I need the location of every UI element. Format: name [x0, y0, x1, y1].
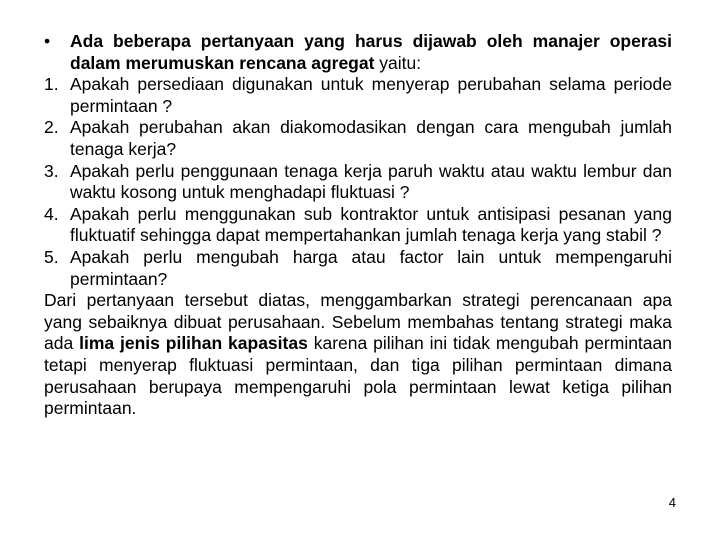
conclusion-text-after: karena pilihan ini tidak mengubah permintaan tetapi menyerap fluktuasi permintaan, dan tiga pilihan permintaan dimana perusahaan berupaya mempengaruhi pola permintaan lewat ketiga pilihan permintaan. — [44, 333, 672, 419]
conclusion-bold-text: lima jenis pilihan kapasitas — [79, 333, 308, 354]
intro-bullet-item — [44, 31, 672, 74]
question-number: 1. — [44, 74, 59, 95]
question-text: Apakah perlu penggunaan tenaga kerja paruh waktu atau waktu lembur dan waktu kosong untuk menghadapi fluktuasi ? — [70, 160, 672, 203]
page-number: 4 — [668, 495, 676, 510]
bullet-marker: • — [44, 31, 51, 51]
question-item-3 — [44, 161, 672, 204]
intro-text: Ada beberapa pertanyaan yang harus dijawab oleh manajer operasi dalam merumuskan rencana agregat — [70, 31, 672, 73]
question-item-4 — [44, 204, 672, 247]
conclusion-paragraph — [44, 290, 672, 420]
question-text: Apakah perlu menggunakan sub kontraktor untuk antisipasi pesanan yang fluktuatif sehingga dapat mempertahankan jumlah tenaga kerja yang stabil ? — [70, 203, 672, 246]
slide-body — [44, 31, 672, 420]
question-item-2 — [44, 117, 672, 160]
question-number: 3. — [44, 160, 59, 181]
question-number: 2. — [44, 117, 59, 138]
question-number: 4. — [44, 203, 59, 224]
intro-text-container — [70, 31, 672, 74]
question-number: 5. — [44, 246, 59, 267]
question-item-1 — [44, 74, 672, 117]
intro-suffix: yaitu: — [374, 52, 422, 73]
conclusion-text-before: Dari pertanyaan tersebut diatas, menggambarkan strategi perencanaan apa yang sebaiknya dibuat perusahaan. Sebelum membahas tentang strategi maka ada — [44, 290, 672, 354]
question-text: Apakah perlu mengubah harga atau factor lain untuk mempengaruhi permintaan? — [70, 246, 672, 289]
question-item-5 — [44, 247, 672, 290]
question-text: Apakah perubahan akan diakomodasikan dengan cara mengubah jumlah tenaga kerja? — [70, 117, 672, 159]
question-text: Apakah persediaan digunakan untuk menyerap perubahan selama periode permintaan ? — [70, 74, 672, 116]
